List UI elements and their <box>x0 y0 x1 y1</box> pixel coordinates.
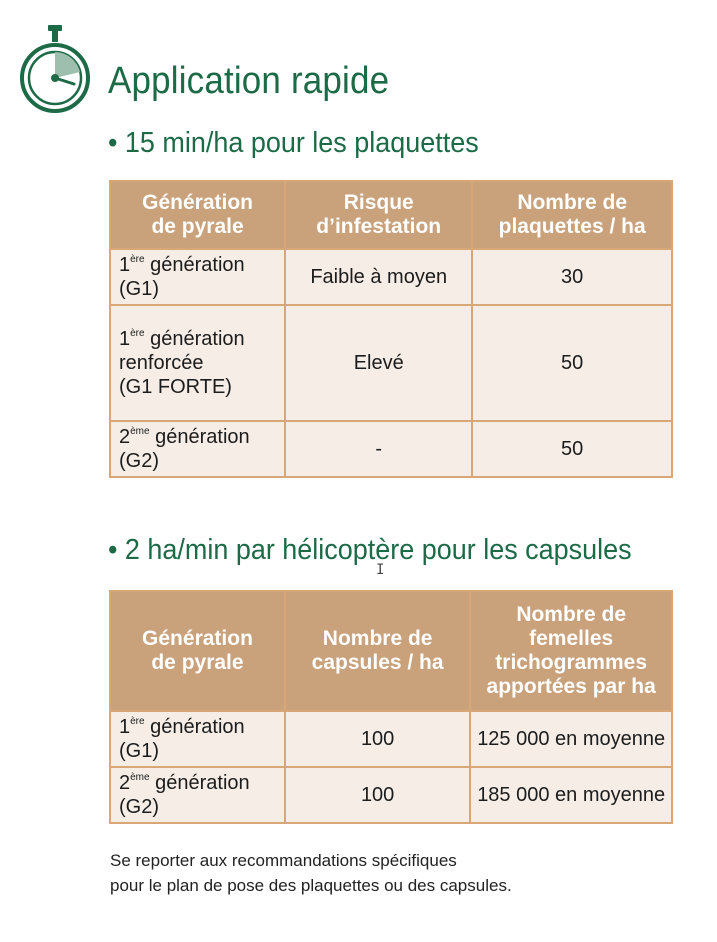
count-cell: 50 <box>472 305 672 421</box>
table-row <box>110 767 672 823</box>
capsules-cell: 100 <box>285 711 470 767</box>
section-capsules-heading <box>108 534 632 567</box>
col-header-plaquettes: Nombre de plaquettes / ha <box>472 181 672 249</box>
bullet-point: • <box>108 127 118 159</box>
generation-cell: 1ère génération renforcée (G1 FORTE) <box>110 305 285 421</box>
table-row <box>110 249 672 305</box>
generation-cell: 1ère génération (G1) <box>110 249 285 305</box>
col-header-risk: Risque d’infestation <box>285 181 472 249</box>
page-title: Application rapide <box>108 60 390 102</box>
risk-cell: - <box>285 421 472 477</box>
risk-cell: Faible à moyen <box>285 249 472 305</box>
plaquettes-table <box>109 180 673 478</box>
col-header-generation: Génération de pyrale <box>110 181 285 249</box>
capsules-cell: 100 <box>285 767 470 823</box>
table-header-row <box>110 591 672 711</box>
stopwatch-icon <box>18 22 90 126</box>
females-cell: 125 000 en moyenne <box>470 711 672 767</box>
count-cell: 50 <box>472 421 672 477</box>
col-header-females: Nombre de femelles trichogrammes apportées par ha <box>470 591 672 711</box>
risk-cell: Elevé <box>285 305 472 421</box>
table-row <box>110 711 672 767</box>
count-cell: 30 <box>472 249 672 305</box>
section-capsules-text: 2 ha/min par hélicoptère pour les capsules <box>124 534 632 566</box>
capsules-table <box>109 590 673 824</box>
section-plaquettes-heading <box>108 127 479 160</box>
footnote-text: Se reporter aux recommandations spécifiques pour le plan de pose des plaquettes ou des capsules. <box>110 851 512 895</box>
section-plaquettes-text: 15 min/ha pour les plaquettes <box>124 127 479 159</box>
col-header-generation: Génération de pyrale <box>110 591 285 711</box>
col-header-capsules: Nombre de capsules / ha <box>285 591 470 711</box>
generation-cell: 1ère génération (G1) <box>110 711 285 767</box>
bullet-point: • <box>108 534 118 566</box>
generation-cell: 2ème génération (G2) <box>110 767 285 823</box>
table-row <box>110 421 672 477</box>
text-cursor-icon: I <box>376 562 385 578</box>
table-header-row <box>110 181 672 249</box>
females-cell: 185 000 en moyenne <box>470 767 672 823</box>
table-row <box>110 305 672 421</box>
generation-cell: 2ème génération (G2) <box>110 421 285 477</box>
